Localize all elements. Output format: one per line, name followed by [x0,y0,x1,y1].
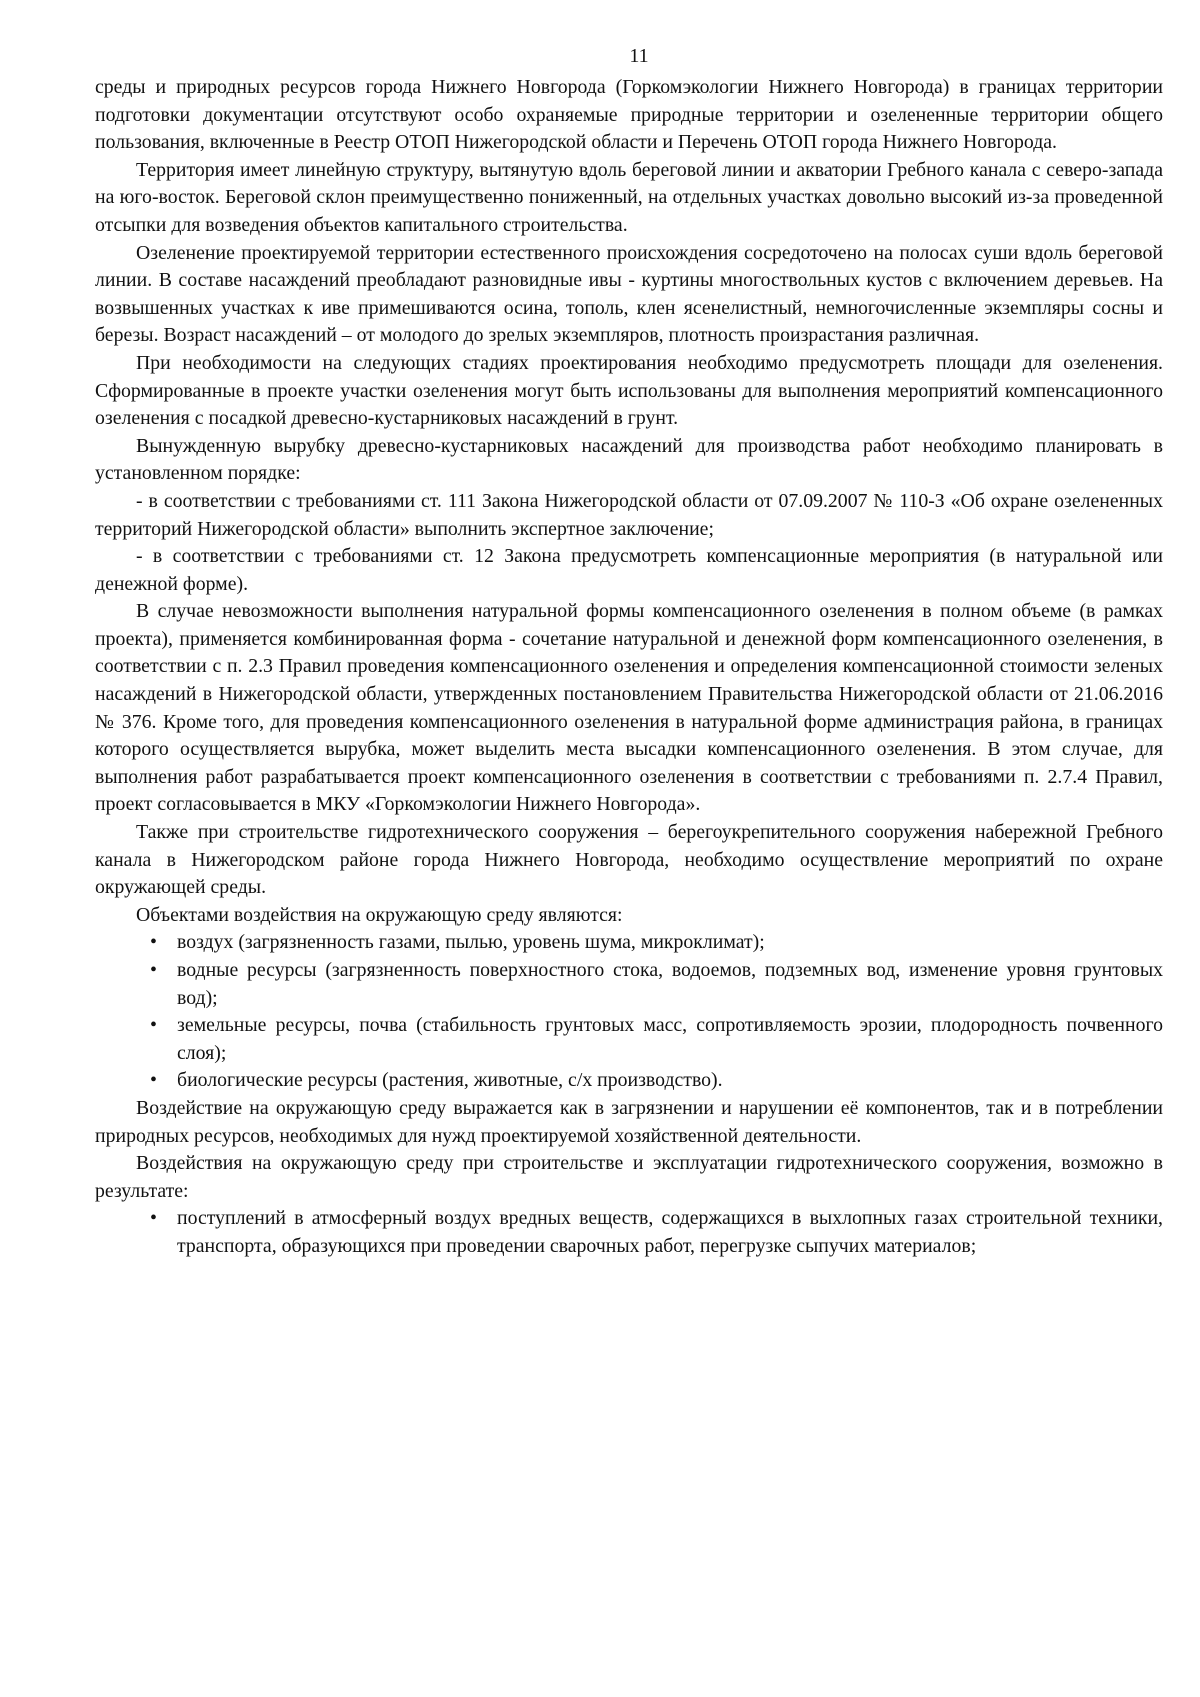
paragraph-impact-causes-heading: Воздействия на окружающую среду при строительстве и эксплуатации гидротехнического сооружения, возможно в результате: [95,1152,1163,1202]
paragraph-landscaping-areas: При необходимости на следующих стадиях проектирования необходимо предусмотреть площади для озеленения. Сформированные в проекте участки озеленения могут быть использованы для выполнения мероприятий компенсационного озеленения с посадкой древесно-кустарниковых насаждений в грунт. [95,351,1163,430]
list-item: • воздух (загрязненность газами, пылью, уровень шума, микроклимат); [95,929,1163,957]
paragraph-impact-objects-heading: Объектами воздействия на окружающую среду являются: [136,903,623,926]
paragraph-intro-continuation: среды и природных ресурсов города Нижнего Новгорода (Горкомэкологии Нижнего Новгорода) в границах территории подготовки документации отсутствуют особо охраняемые природные территории и озелененные территории общего пользования, включенные в Реестр ОТОП Нижегородской области и Перечень ОТОП города Нижнего Новгорода. [95,76,1163,154]
bullet-icon: • [150,931,157,954]
paragraph-compensation-form: В случае невозможности выполнения натуральной формы компенсационного озеленения в полном объеме (в рамках проекта), применяется комбинированная форма - сочетание натуральной и денежной форм компенсационного озеленения, в соответствии с п. 2.3 Правил проведения компенсационного озеленения и определения компенсационной стоимости зеленых насаждений в Нижегородской области, утвержденных постановлением Правительства Нижегородской области от 21.06.2016 № 376. Кроме того, для проведения компенсационного озеленения в натуральной форме администрация района, в границах которого осуществляется вырубка, может выделить места высадки компенсационного озеленения. В этом случае, для выполнения работ разрабатывается проект компенсационного озеленения в соответствии с требованиями п. 2.7.4 Правил, проект согласовывается в МКУ «Горкомэкологии Нижнего Новгорода». [95,600,1163,816]
paragraph-impact-expression: Воздействие на окружающую среду выражается как в загрязнении и нарушении её компонентов, так и в потреблении природных ресурсов, необходимых для нужд проектируемой хозяйственной деятельности. [95,1096,1163,1147]
paragraph-requirement-article-12: - в соответствии с требованиями ст. 12 Закона предусмотреть компенсационные мероприятия (в натуральной или денежной форме). [95,545,1163,595]
list-item: • поступлений в атмосферный воздух вредных веществ, содержащихся в выхлопных газах строительной техники, транспорта, образующихся при проведении сварочных работ, перегрузке сыпучих материалов; [150,1207,1163,1257]
page-number: 11 [629,45,649,67]
list-item: • земельные ресурсы, почва (стабильность грунтовых масс, сопротивляемость эрозии, плодородность почвенного слоя); [150,1014,1163,1064]
impact-objects-list [95,929,1163,1095]
impact-causes-list [95,1205,1163,1260]
bullet-icon: • [150,1014,157,1037]
bullet-icon: • [150,1207,157,1230]
paragraph-forced-felling: Вынужденную вырубку древесно-кустарниковых насаждений для производства работ необходимо планировать в установленном порядке: [95,434,1163,485]
bullet-icon: • [150,959,157,981]
document-body [95,74,1163,1261]
list-item: • биологические ресурсы (растения, животные, с/х производство). [95,1067,1163,1095]
paragraph-hydrotechnical-construction: Также при строительстве гидротехнического сооружения – берегоукрепительного сооружения набережной Гребного канала в Нижегородском районе города Нижнего Новгорода, необходимо осуществление мероприятий по охране окружающей среды. [95,821,1163,899]
list-item: • водные ресурсы (загрязненность поверхностного стока, водоемов, подземных вод, изменение уровня грунтовых вод); [150,959,1163,1009]
paragraph-requirement-article-111: - в соответствии с требованиями ст. 111 Закона Нижегородской области от 07.09.2007 № 110-З «Об охране озелененных территорий Нижегородской области» выполнить экспертное заключение; [95,489,1163,540]
paragraph-greenery: Озеленение проектируемой территории естественного происхождения сосредоточено на полосах суши вдоль береговой линии. В составе насаждений преобладают разновидные ивы - куртины многоствольных кустов с включением деревьев. На возвышенных участках к иве примешиваются осина, тополь, клен ясенелистный, немногочисленные экземпляры сосны и березы. Возраст насаждений – от молодого до зрелых экземпляров, плотность произрастания различная. [95,241,1163,347]
paragraph-territory-structure: Территория имеет линейную структуру, вытянутую вдоль береговой линии и акватории Гребного канала с северо-запада на юго-восток. Береговой склон преимущественно пониженный, на отдельных участках довольно высокий из-за проведенной отсыпки для возведения объектов капитального строительства. [95,158,1163,236]
bullet-icon: • [150,1069,157,1092]
document-page [95,0,1163,1261]
